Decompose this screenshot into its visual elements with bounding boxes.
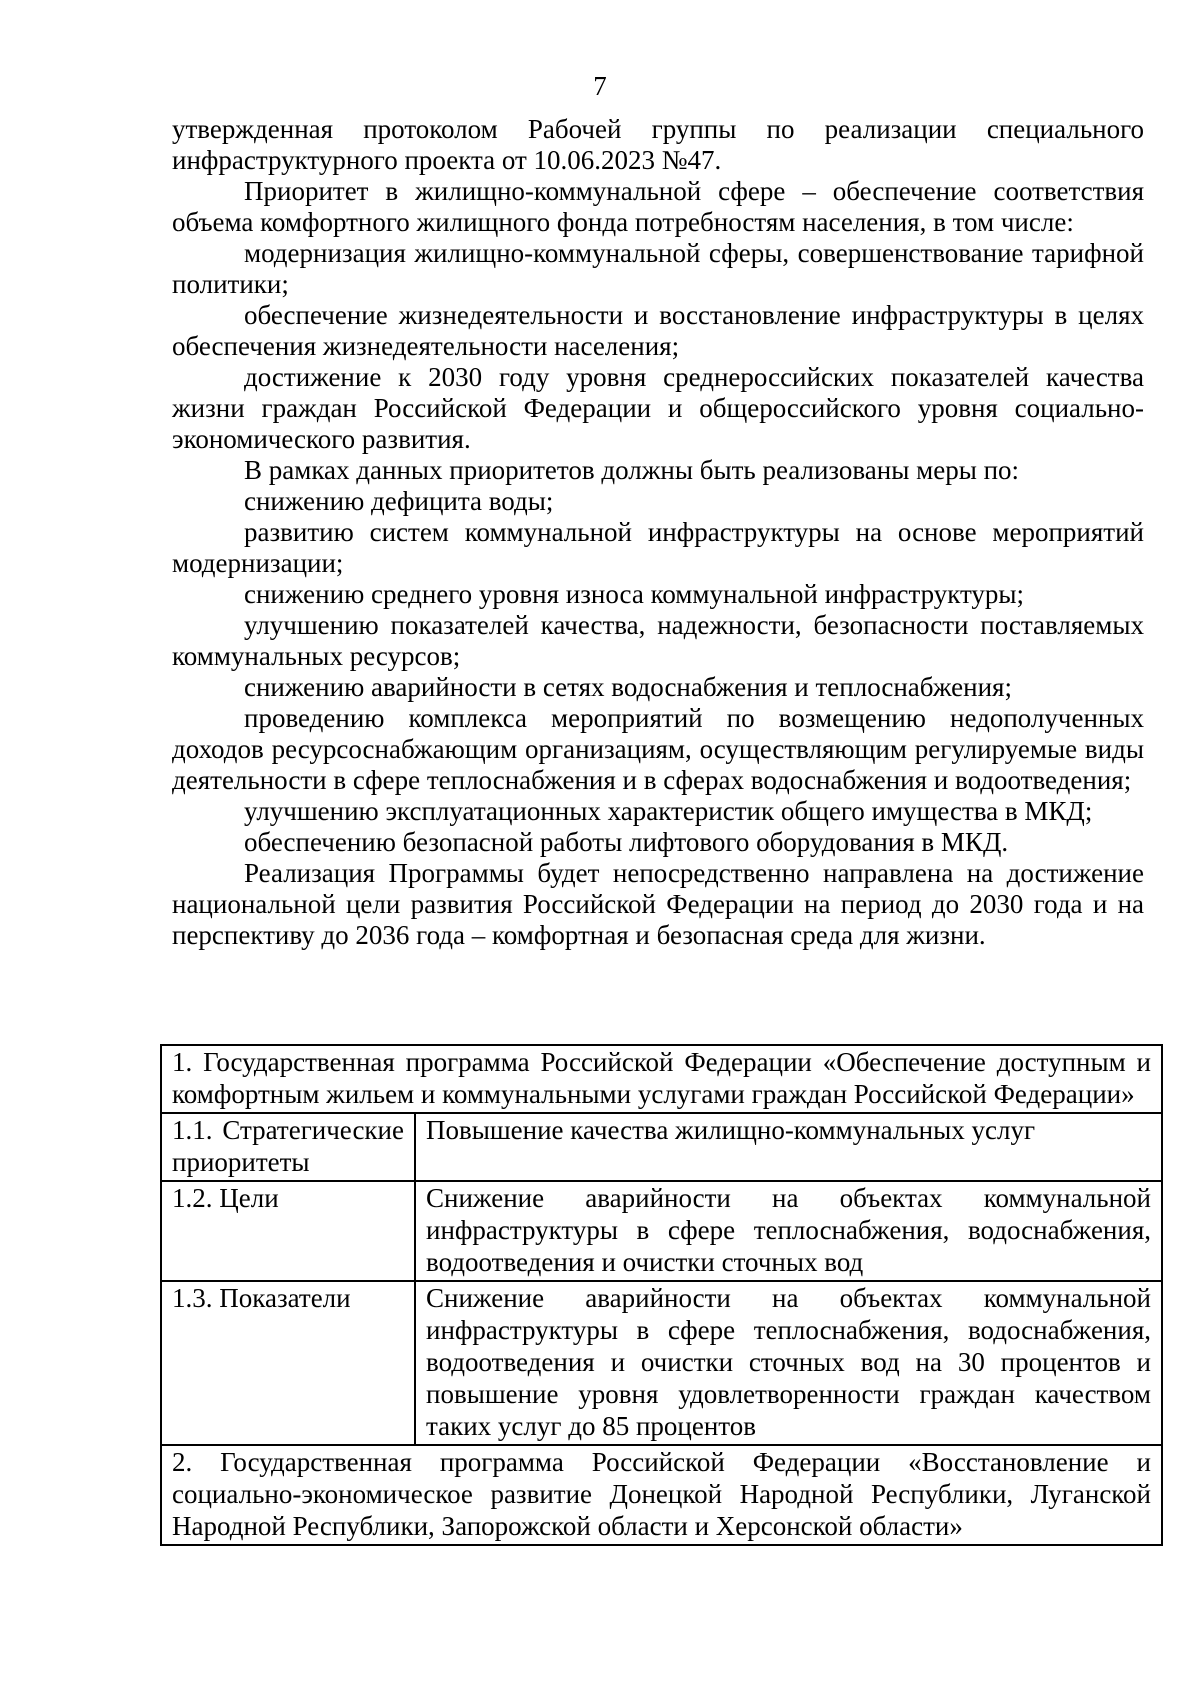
paragraph: обеспечение жизнедеятельности и восстановление инфраструктуры в целях обеспечения жизнедеятельности населения; (172, 300, 1144, 361)
table-row (161, 1445, 1162, 1545)
paragraph: развитию систем коммунальной инфраструктуры на основе мероприятий модернизации; (172, 517, 1144, 578)
row-label: 1.3. Показатели (161, 1281, 415, 1445)
table-row (161, 1045, 1162, 1113)
paragraph: достижение к 2030 году уровня среднероссийских показателей качества жизни граждан Российской Федерации и общероссийского уровня социально-экономического развития. (172, 362, 1144, 454)
paragraph: снижению дефицита воды; (244, 486, 554, 516)
table-row (161, 1181, 1162, 1281)
table-row (161, 1281, 1162, 1445)
paragraph: снижению среднего уровня износа коммунальной инфраструктуры; (244, 579, 1025, 609)
paragraph: утвержденная протоколом Рабочей группы по реализации специального инфраструктурного проекта от 10.06.2023 №47. (172, 114, 1144, 175)
paragraph: снижению аварийности в сетях водоснабжения и теплоснабжения; (244, 672, 1012, 702)
program-table (160, 1044, 1163, 1546)
page-number: 7 (593, 71, 607, 101)
row-value: Снижение аварийности на объектах коммунальной инфраструктуры в сфере теплоснабжения, водоснабжения, водоотведения и очистки сточных вод (415, 1181, 1162, 1281)
paragraph: проведению комплекса мероприятий по возмещению недополученных доходов ресурсоснабжающим организациям, осуществляющим регулируемые виды деятельности в сфере теплоснабжения и в сферах водоснабжения и водоотведения; (172, 703, 1144, 795)
row-value: Снижение аварийности на объектах коммунальной инфраструктуры в сфере теплоснабжения, водоснабжения, водоотведения и очистки сточных вод на 30 процентов и повышение уровня удовлетворенности граждан качеством таких услуг до 85 процентов (415, 1281, 1162, 1445)
table-row (161, 1113, 1162, 1181)
paragraph: улучшению эксплуатационных характеристик общего имущества в МКД; (244, 796, 1093, 826)
paragraph: модернизация жилищно-коммунальной сферы, совершенствование тарифной политики; (172, 238, 1144, 299)
program-1-title: 1. Государственная программа Российской Федерации «Обеспечение доступным и комфортным жильем и коммунальными услугами граждан Российской Федерации» (161, 1045, 1162, 1113)
paragraph: улучшению показателей качества, надежности, безопасности поставляемых коммунальных ресурсов; (172, 610, 1144, 671)
row-value: Повышение качества жилищно-коммунальных услуг (415, 1113, 1162, 1181)
row-label: 1.2. Цели (161, 1181, 415, 1281)
paragraph: обеспечению безопасной работы лифтового оборудования в МКД. (244, 827, 1009, 857)
paragraph: Приоритет в жилищно-коммунальной сфере – обеспечение соответствия объема комфортного жилищного фонда потребностям населения, в том числе: (172, 176, 1144, 237)
paragraph: В рамках данных приоритетов должны быть реализованы меры по: (244, 455, 1020, 485)
document-body (172, 114, 1144, 951)
row-label: 1.1. Стратегические приоритеты (161, 1113, 415, 1181)
program-2-title: 2. Государственная программа Российской Федерации «Восстановление и социально-экономическое развитие Донецкой Народной Республики, Луганской Народной Республики, Запорожской области и Херсонской области» (161, 1445, 1162, 1545)
paragraph: Реализация Программы будет непосредственно направлена на достижение национальной цели развития Российской Федерации на период до 2030 года и на перспективу до 2036 года – комфортная и безопасная среда для жизни. (172, 858, 1144, 950)
